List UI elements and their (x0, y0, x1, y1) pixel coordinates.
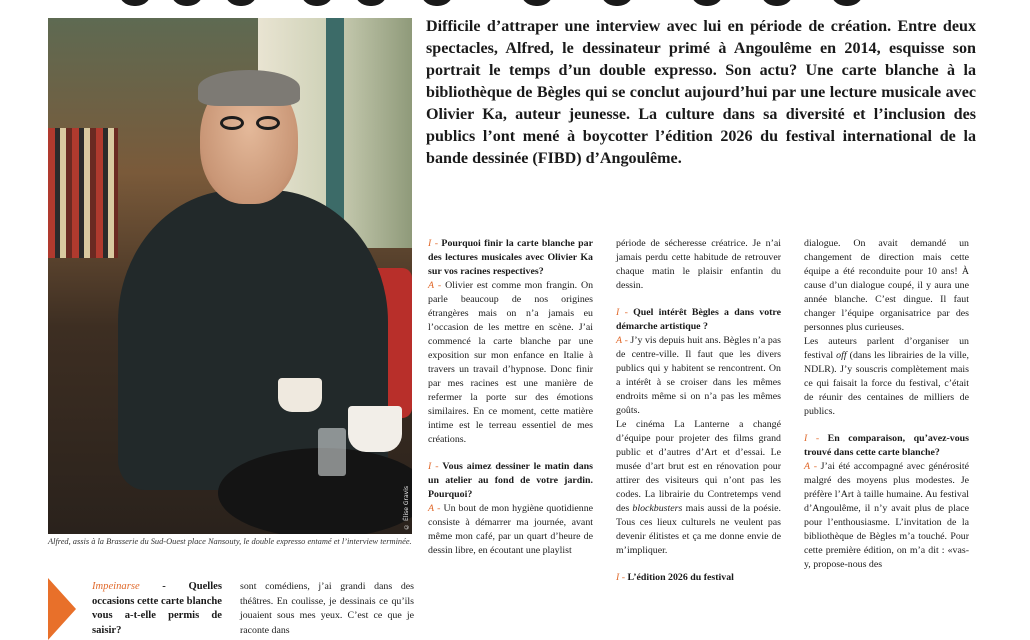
article-column-1 (428, 237, 593, 558)
answer-4-continued-2: Les auteurs parlent d’organiser un festival off (dans les librairies de la ville, NDLR). J’y souscris complètement mais ce qui faisait la force du festival, c’était de réunir des centaines de milliers de publics. (804, 336, 969, 417)
portrait-photo (48, 18, 412, 534)
previous-headline-fragment (0, 0, 1030, 8)
answer-2: A - Un bout de mon hygiène quotidienne consiste à démarrer ma journée, avant même mon café, par un quart d’heure de dessin libre, en écoutant une playlist (428, 503, 594, 556)
photo-caption: Alfred, assis à la Brasserie du Sud-Ouest place Nansouty, le double expresso entamé et l’interview terminée. (48, 537, 412, 546)
question-3: I - Quel intérêt Bègles a dans votre démarche artistique ? (616, 307, 782, 332)
article-column-2 (616, 237, 781, 585)
article-intro: Difficile d’attraper une interview avec lui en période de création. Entre deux spectacles, Alfred, le dessinateur primé à Angoulême en 2014, esquisse son portrait le temps d’un double expresso. Son actu? Une carte blanche à la bibliothèque de Bègles qui se conclut aujourd’hui par une lecture musicale avec Olivier Ka, auteur jeunesse. La culture dans sa diversité et l’inclusion des publics l’ont mené à boycotter l’édition 2026 du festival international de la bande dessinée (FIBD) d’Angoulême. (426, 18, 976, 167)
answer-5: A - J’ai été accompagné avec générosité malgré des moyens plus modestes. Je préfère l’Art à taille humaine. Au festival d’Angoulême, il n’y avait plus de place pour l’enthousiasme. L’invitation de la bibliothèque de Bègles m’a touché. Pour cette première édition, on m’a dit : «vas-y, propose-nous des (804, 461, 970, 570)
answer-3-continued: Le cinéma La Lanterne a changé d’équipe pour projeter des films grand public et d’autres d’Art et d’essai. Le musée d’art brut est en rénovation pour attirer des visiteurs qui n’ont pas les codes. La librairie du Contretemps vend des blockbusters mais aussi de la poésie. Tous ces lieux culturels ne veulent pas devenir élitistes et ça me donne envie de m’impliquer. (616, 419, 782, 556)
question-4: I - L’édition 2026 du festival (616, 572, 734, 583)
answer-3: A - J’y vis depuis huit ans. Bègles n’a pas de centre-ville. Il faut que les divers publics qui y habitent se rencontrent. On a intérêt à se croiser dans les mêmes endroits même si on n’a pas les mêmes goûts. (616, 335, 781, 416)
photo-credit: © Élise Gravis (403, 486, 410, 530)
answer-continued: période de sécheresse créatrice. Je n’ai jamais perdu cette habitude de retrouver chaque matin le plaisir enfantin du dessin. (616, 238, 781, 291)
question-5: I - En comparaison, qu’avez-vous trouvé dans cette carte blanche? (804, 433, 969, 458)
bottom-text: sont comédiens, j’ai grandi dans des théâtres. En coulisse, je dessinais ce qu’ils jouaient sous mes yeux. C’est ce que je raconte dans (240, 581, 414, 636)
answer-1: A - Olivier est comme mon frangin. On parle beaucoup de nos origines étrangères mais on n’a jamais eu l’occasion de les mettre en scène. J’ai commencé la carte blanche par une exposition sur mon enfance en Italie à travers un travail d’hypnose. Donc finir par mes racines est une manière de refermer la porte sur des émotions similaires. En ce moment, cette matière intime est le terreau essentiel de mes créations. (428, 280, 594, 445)
question-2: I - Vous aimez dessiner le matin dans un atelier au fond de votre jardin. Pourquoi? (428, 461, 594, 500)
bottom-question: Impeinarse - Quelles occasions cette carte blanche vous a-t-elle permis de saisir? (92, 581, 222, 636)
answer-4-continued: dialogue. On avait demandé un changement de direction mais cette équipe a été reconduite pour 10 ans! À cause d’un dialogue coupé, il y aura une année blanche. C’est dingue. Il faut changer l’équipe organisatrice par des personnes plus curieuses. (804, 238, 969, 333)
question-1: I - Pourquoi finir la carte blanche par des lectures musicales avec Olivier Ka sur vos racines respectives? (428, 238, 593, 277)
article-column-3 (804, 237, 969, 572)
orange-arrow-icon (48, 578, 76, 640)
